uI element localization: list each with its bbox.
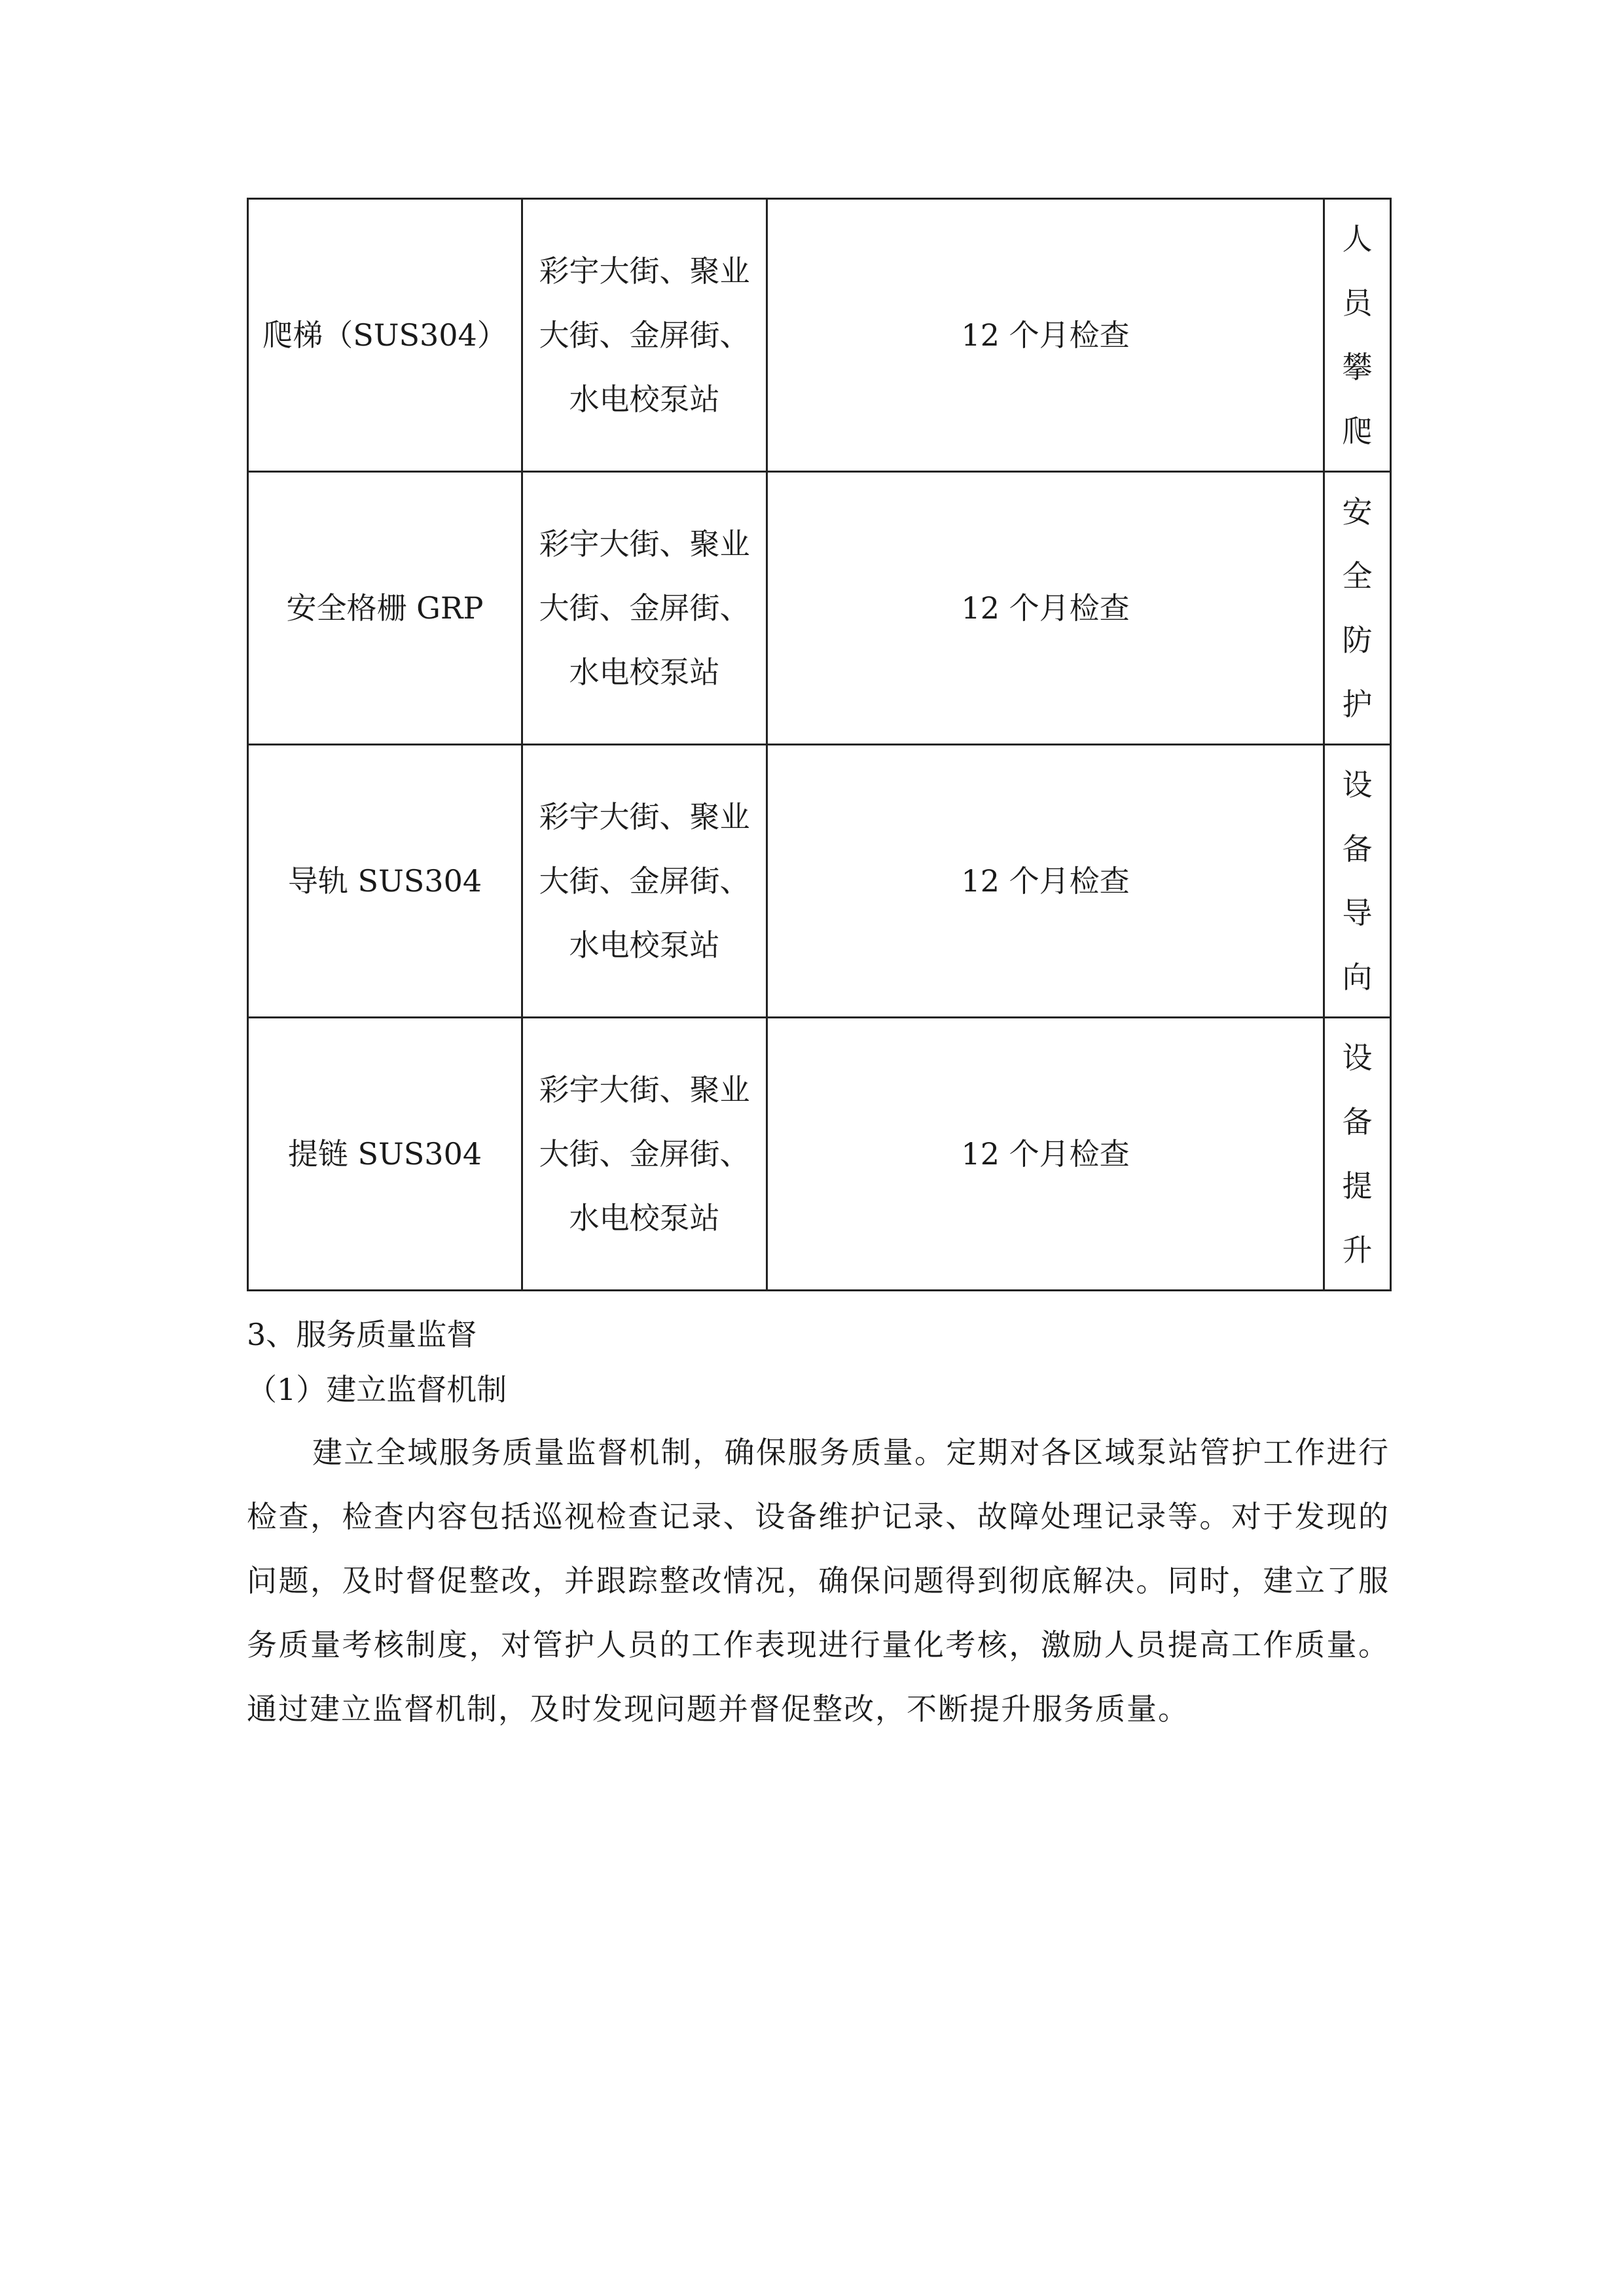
purpose-text: 安全防护 bbox=[1342, 494, 1373, 722]
purpose-text: 人员攀爬 bbox=[1342, 221, 1373, 449]
location-text: 彩宇大街、聚业大街、金屏街、水电校泵站 bbox=[539, 253, 750, 417]
inspection-cycle-cell: 12 个月检查 bbox=[767, 1018, 1324, 1291]
location-cell bbox=[522, 1018, 767, 1291]
item-name-cell: 提链 SUS304 bbox=[248, 1018, 522, 1291]
location-cell bbox=[522, 199, 767, 472]
item-name-cell: 导轨 SUS304 bbox=[248, 745, 522, 1018]
inspection-cycle-cell: 12 个月检查 bbox=[767, 199, 1324, 472]
item-name-cell: 爬梯（SUS304） bbox=[248, 199, 522, 472]
inspection-cycle-cell: 12 个月检查 bbox=[767, 472, 1324, 745]
location-text: 彩宇大街、聚业大街、金屏街、水电校泵站 bbox=[539, 526, 750, 690]
table-row bbox=[248, 199, 1391, 472]
item-name-cell: 安全格栅 GRP bbox=[248, 472, 522, 745]
location-text: 彩宇大街、聚业大街、金屏街、水电校泵站 bbox=[539, 799, 750, 963]
section-heading: 3、服务质量监督 bbox=[247, 1317, 477, 1352]
inspection-cycle-cell: 12 个月检查 bbox=[767, 745, 1324, 1018]
table-row bbox=[248, 745, 1391, 1018]
purpose-text: 设备提升 bbox=[1342, 1040, 1373, 1268]
purpose-cell bbox=[1324, 745, 1391, 1018]
location-text: 彩宇大街、聚业大街、金屏街、水电校泵站 bbox=[539, 1072, 750, 1236]
body-paragraph: 建立全域服务质量监督机制，确保服务质量。定期对各区域泵站管护工作进行检查，检查内容包括巡视检查记录、设备维护记录、故障处理记录等。对于发现的问题，及时督促整改，并跟踪整改情况，确保问题得到彻底解决。同时，建立了服务质量考核制度，对管护人员的工作表现进行量化考核，激励人员提高工作质量。通过建立监督机制，及时发现问题并督促整改，不断提升服务质量。 bbox=[247, 1435, 1390, 1727]
inspection-table bbox=[247, 198, 1392, 1291]
purpose-cell bbox=[1324, 472, 1391, 745]
location-cell bbox=[522, 472, 767, 745]
location-cell bbox=[522, 745, 767, 1018]
table-row bbox=[248, 472, 1391, 745]
table-row bbox=[248, 1018, 1391, 1291]
purpose-cell bbox=[1324, 199, 1391, 472]
purpose-cell bbox=[1324, 1018, 1391, 1291]
subsection-heading: （1）建立监督机制 bbox=[247, 1372, 507, 1407]
purpose-text: 设备导向 bbox=[1342, 767, 1373, 995]
